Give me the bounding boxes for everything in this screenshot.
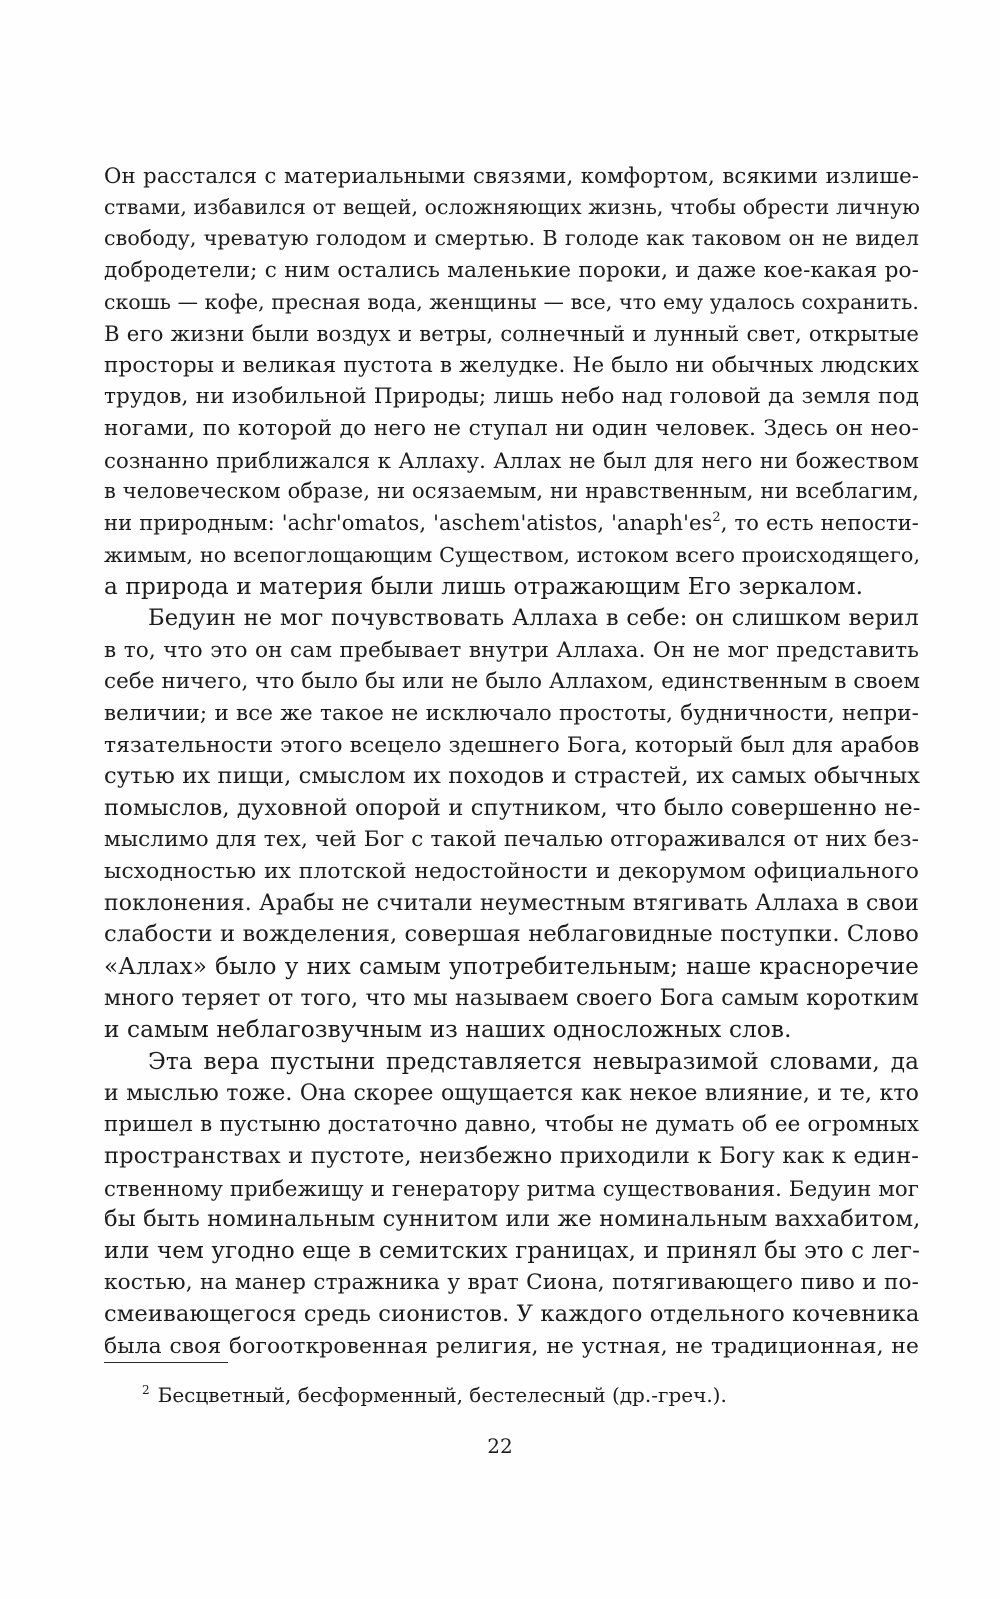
text-line bbox=[104, 793, 919, 825]
text-line bbox=[104, 571, 919, 603]
text-line bbox=[104, 381, 919, 413]
text-line-content: Он расстался с материальными связями, комфортом, всякими излише- bbox=[104, 163, 919, 188]
text-line-content: и самым неблагозвучным из наших односложных слов. bbox=[104, 1016, 792, 1044]
text-line bbox=[104, 1267, 919, 1299]
text-line bbox=[104, 192, 919, 224]
text-line bbox=[104, 160, 919, 192]
text-line bbox=[104, 1236, 919, 1268]
page-number: 22 bbox=[487, 1434, 513, 1458]
text-line bbox=[104, 1078, 919, 1110]
text-line bbox=[104, 318, 919, 350]
text-line bbox=[104, 540, 919, 572]
text-line-content: В его жизни были воздух и ветры, солнечный и лунный свет, открытые bbox=[104, 321, 919, 347]
text-line bbox=[104, 1331, 919, 1363]
text-line-content: много теряет от того, что мы называем своего Бога самым коротким bbox=[104, 985, 919, 1011]
text-line bbox=[104, 603, 919, 635]
footnote-mark: 2 bbox=[142, 1383, 150, 1397]
text-line bbox=[104, 445, 919, 477]
text-line bbox=[104, 856, 919, 888]
text-line bbox=[104, 919, 919, 951]
body-text bbox=[104, 160, 919, 1362]
text-line-content: смеивающегося средь сионистов. У каждого отдельного кочевника bbox=[104, 1301, 920, 1328]
text-line-content: ысходностью их плотской недостойности и декорумом официального bbox=[104, 859, 919, 885]
text-line bbox=[104, 1109, 919, 1141]
text-line bbox=[104, 255, 919, 287]
text-line bbox=[104, 287, 919, 319]
text-line-content: помыслов, духовной опорой и спутником, что было совершенно не- bbox=[104, 794, 921, 821]
text-line-content: поклонения. Арабы не считали неуместным втягивать Аллаха в свои bbox=[104, 890, 919, 916]
text-line-content: была своя богооткровенная религия, не устная, не традиционная, не bbox=[104, 1333, 919, 1359]
text-line bbox=[104, 824, 919, 856]
text-line-content: в то, что это он сам пребывает внутри Аллаха. Он не мог представить bbox=[104, 637, 919, 663]
text-line bbox=[104, 983, 919, 1015]
text-line-content: трудов, ни изобильной Природы; лишь небо над головой да земля под bbox=[104, 384, 919, 410]
text-line bbox=[104, 223, 919, 255]
text-line-content: в человеческом образе, ни осязаемым, ни нравственным, ни всеблагим, bbox=[104, 479, 919, 504]
text-line-content: бы быть номинальным суннитом или же номинальным ваххабитом, bbox=[104, 1206, 921, 1233]
text-line-content: просторы и великая пустота в желудке. Не было ни обычных людских bbox=[104, 352, 919, 378]
footnote-divider bbox=[104, 1362, 228, 1363]
text-line-content: ственному прибежищу и генератору ритма существования. Бедуин мог bbox=[104, 1175, 919, 1201]
text-line bbox=[104, 476, 919, 508]
text-line-tail: , то есть непости- bbox=[720, 511, 919, 536]
text-line bbox=[104, 666, 919, 698]
text-line-content: свободу, чреватую голодом и смертью. В голоде как таковом он не видел bbox=[104, 226, 919, 251]
text-line-content: «Аллах» было у них самым употребительным; наше красноречие bbox=[104, 953, 919, 981]
text-line bbox=[104, 635, 919, 667]
text-line-content: сознанно приближался к Аллаху. Аллах не был для него ни божеством bbox=[104, 447, 919, 473]
text-line bbox=[104, 1173, 919, 1205]
text-line-content: ни природным: 'achr'omatos, 'aschem'atistos, 'anaph'es bbox=[104, 511, 713, 536]
text-line-content: Эта вера пустыни представляется невыразимой словами, да bbox=[148, 1047, 919, 1075]
text-line-content: Бедуин не мог почувствовать Аллаха в себе: он слишком верил bbox=[148, 604, 919, 631]
text-line-content: ствами, избавился от вещей, осложняющих жизнь, чтобы обрести личную bbox=[104, 194, 920, 219]
footnote-reference: 2 bbox=[712, 510, 721, 526]
text-line bbox=[104, 1046, 919, 1078]
text-line bbox=[104, 888, 919, 920]
text-line-content: мыслимо для тех, чей Бог с такой печалью отгораживался от них без- bbox=[104, 827, 919, 853]
footnote bbox=[142, 1376, 727, 1409]
text-line bbox=[104, 761, 919, 793]
text-line-content: пространствах и пустоте, неизбежно приходили к Богу как к един- bbox=[104, 1142, 919, 1169]
text-line-content: скошь — кофе, пресная вода, женщины — все, что ему удалось сохранить. bbox=[104, 289, 919, 314]
text-line-content: пришел в пустыню достаточно давно, чтобы не думать об ее огромных bbox=[104, 1112, 919, 1138]
text-line-content: сутью их пищи, смыслом их походов и страстей, их самых обычных bbox=[104, 763, 921, 790]
text-line bbox=[104, 413, 919, 445]
text-line bbox=[104, 1141, 919, 1173]
text-line-content: или чем угодно еще в семитских границах, и принял бы это с лег- bbox=[104, 1237, 920, 1264]
text-line bbox=[104, 698, 919, 730]
footnote-text: Бесцветный, бесформенный, бестелесный (др.-греч.). bbox=[157, 1383, 727, 1407]
text-line bbox=[104, 350, 919, 382]
text-line bbox=[104, 1014, 919, 1046]
text-line-content: слабости и вожделения, совершая неблаговидные поступки. Слово bbox=[104, 921, 919, 948]
text-line-content: добродетели; с ним остались маленькие пороки, и даже кое-какая ро- bbox=[104, 257, 919, 283]
text-line-content: костью, на манер стражника у врат Сиона, потягивающего пиво и по- bbox=[104, 1270, 919, 1296]
text-line bbox=[104, 730, 919, 762]
text-line-content: а природа и материя были лишь отражающим Его зеркалом. bbox=[104, 573, 864, 601]
text-line-content: тязательности этого всецело здешнего Бога, который был для арабов bbox=[104, 732, 920, 758]
text-line bbox=[104, 1299, 919, 1331]
text-line-content: ногами, по которой до него не ступал ни один человек. Здесь он нео- bbox=[104, 416, 919, 442]
text-line-content: себе ничего, что было бы или не было Аллахом, единственным в своем bbox=[104, 669, 921, 695]
text-line bbox=[104, 951, 919, 983]
text-line-content: величии; и все же такое не исключало простоты, будничности, непри- bbox=[104, 700, 919, 726]
text-line bbox=[104, 1204, 919, 1236]
text-line-content: и мыслью тоже. Она скорее ощущается как некое влияние, и те, кто bbox=[104, 1080, 919, 1106]
text-line-content: жимым, но всепоглощающим Существом, истоком всего происходящего, bbox=[104, 542, 921, 567]
text-line bbox=[104, 508, 919, 540]
